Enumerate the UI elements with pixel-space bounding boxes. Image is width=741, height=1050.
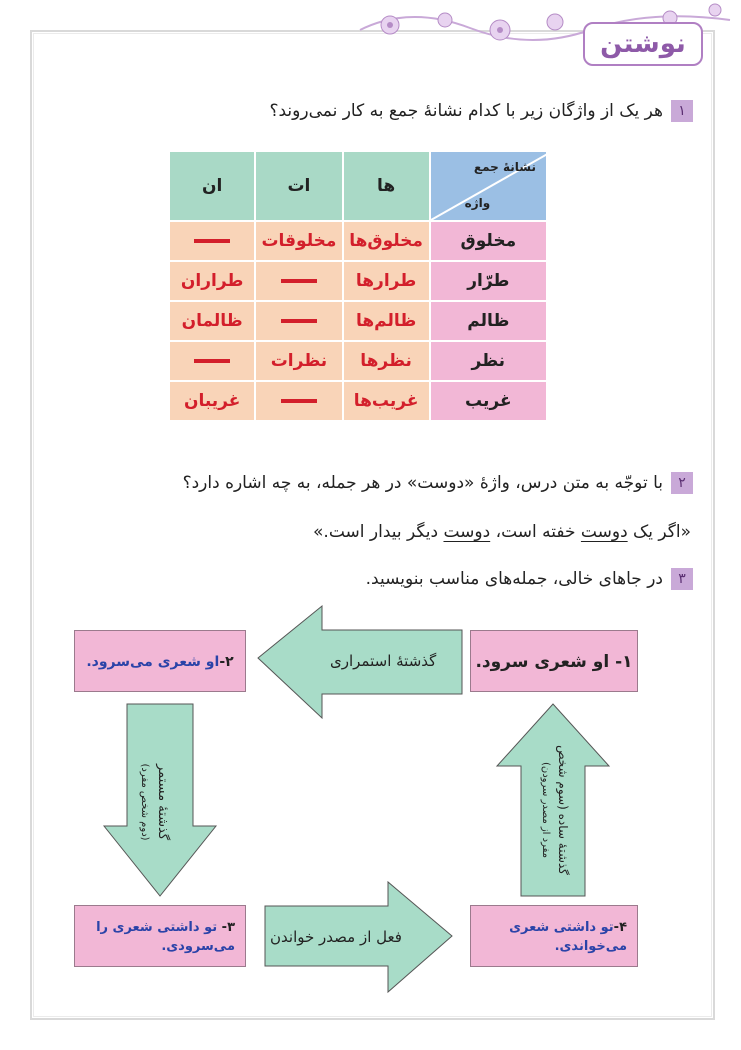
table-cell <box>169 221 255 261</box>
arrow-left-label-line2: (دوم شخص مفرد) <box>139 763 150 841</box>
table-cell: ظالم‌ها <box>343 301 430 341</box>
plural-table <box>168 150 548 422</box>
table-cell: غریب‌ها <box>343 381 430 421</box>
table-cell: ظالمان <box>169 301 255 341</box>
arrow-right-label-line1: گذشتهٔ ساده (سوم شخص <box>556 745 570 875</box>
empty-marker-icon <box>281 399 317 403</box>
box-number: ۴- <box>613 920 627 935</box>
quote-part-3: دیگر بیدار است.» <box>313 522 444 542</box>
question-1 <box>269 100 693 122</box>
question-2-number: ۲ <box>671 472 693 494</box>
quote-word-2: دوست <box>443 522 491 542</box>
table-row <box>169 381 547 421</box>
row-word: طرّار <box>430 261 547 301</box>
corner-label-top: نشانهٔ جمع <box>473 160 536 174</box>
quote-part-1: «اگر یک <box>627 522 691 542</box>
quote-part-2: خفته است، <box>490 522 581 542</box>
table-cell: نظرات <box>255 341 342 381</box>
row-word: نظر <box>430 341 547 381</box>
table-cell: غریبان <box>169 381 255 421</box>
empty-marker-icon <box>194 359 230 363</box>
corner-label-bottom: واژه <box>464 196 491 210</box>
box-answer: او شعری می‌سرود. <box>86 654 220 670</box>
arrow-bottom-label: فعل از مصدر خواندن <box>270 928 402 946</box>
box-text: او شعری سرود. <box>475 652 610 672</box>
table-cell <box>169 341 255 381</box>
question-1-number: ۱ <box>671 100 693 122</box>
empty-marker-icon <box>194 239 230 243</box>
box-number: ۲- <box>219 654 234 670</box>
table-corner-cell <box>430 151 547 221</box>
empty-marker-icon <box>281 319 317 323</box>
quote-line <box>313 522 691 542</box>
table-row <box>169 301 547 341</box>
sentence-box-2 <box>74 630 246 692</box>
arrow-left-label-line1: گذشتهٔ مستمر <box>155 763 170 841</box>
arrow-right-label <box>536 745 572 875</box>
box-number: ۳- <box>221 920 235 935</box>
column-header: ات <box>255 151 342 221</box>
table-cell <box>255 261 342 301</box>
question-2-text: با توجّه به متن درس، واژهٔ «دوست» در هر جمله، به چه اشاره دارد؟ <box>182 473 663 493</box>
quote-word-1: دوست <box>580 522 628 542</box>
row-word: ظالم <box>430 301 547 341</box>
box-number: ۱- <box>615 652 633 672</box>
row-word: مخلوق <box>430 221 547 261</box>
question-2 <box>183 472 693 494</box>
box-answer: تو داشتی شعری را می‌سرودی. <box>96 920 235 954</box>
sentence-box-1 <box>470 630 638 692</box>
row-word: غریب <box>430 381 547 421</box>
table-cell: طرارها <box>343 261 430 301</box>
table-cell: نظرها <box>343 341 430 381</box>
table-cell: طراران <box>169 261 255 301</box>
question-3 <box>366 568 693 590</box>
table-cell <box>255 301 342 341</box>
question-1-text: هر یک از واژگان زیر با کدام نشانهٔ جمع به کار نمی‌روند؟ <box>269 101 663 121</box>
arrow-top-label: گذشتهٔ استمراری <box>330 652 437 670</box>
question-3-number: ۳ <box>671 568 693 590</box>
section-title: نوشتن <box>583 22 703 66</box>
table-cell <box>255 381 342 421</box>
table-header-row <box>169 151 547 221</box>
column-header: ها <box>343 151 430 221</box>
table-row <box>169 261 547 301</box>
sentence-box-4 <box>470 905 638 967</box>
arrow-left-label <box>135 763 171 840</box>
table-row <box>169 341 547 381</box>
box-answer: تو داشتی شعری می‌خواندی. <box>509 920 627 954</box>
sentence-box-3 <box>74 905 246 967</box>
empty-marker-icon <box>281 279 317 283</box>
column-header: ان <box>169 151 255 221</box>
table-cell: مخلوقات <box>255 221 342 261</box>
question-3-text: در جاهای خالی، جمله‌های مناسب بنویسید. <box>365 569 663 589</box>
table-cell: مخلوق‌ها <box>343 221 430 261</box>
arrow-right-label-line2: مفرد از مصدر سرودن) <box>540 761 551 859</box>
table-row <box>169 221 547 261</box>
